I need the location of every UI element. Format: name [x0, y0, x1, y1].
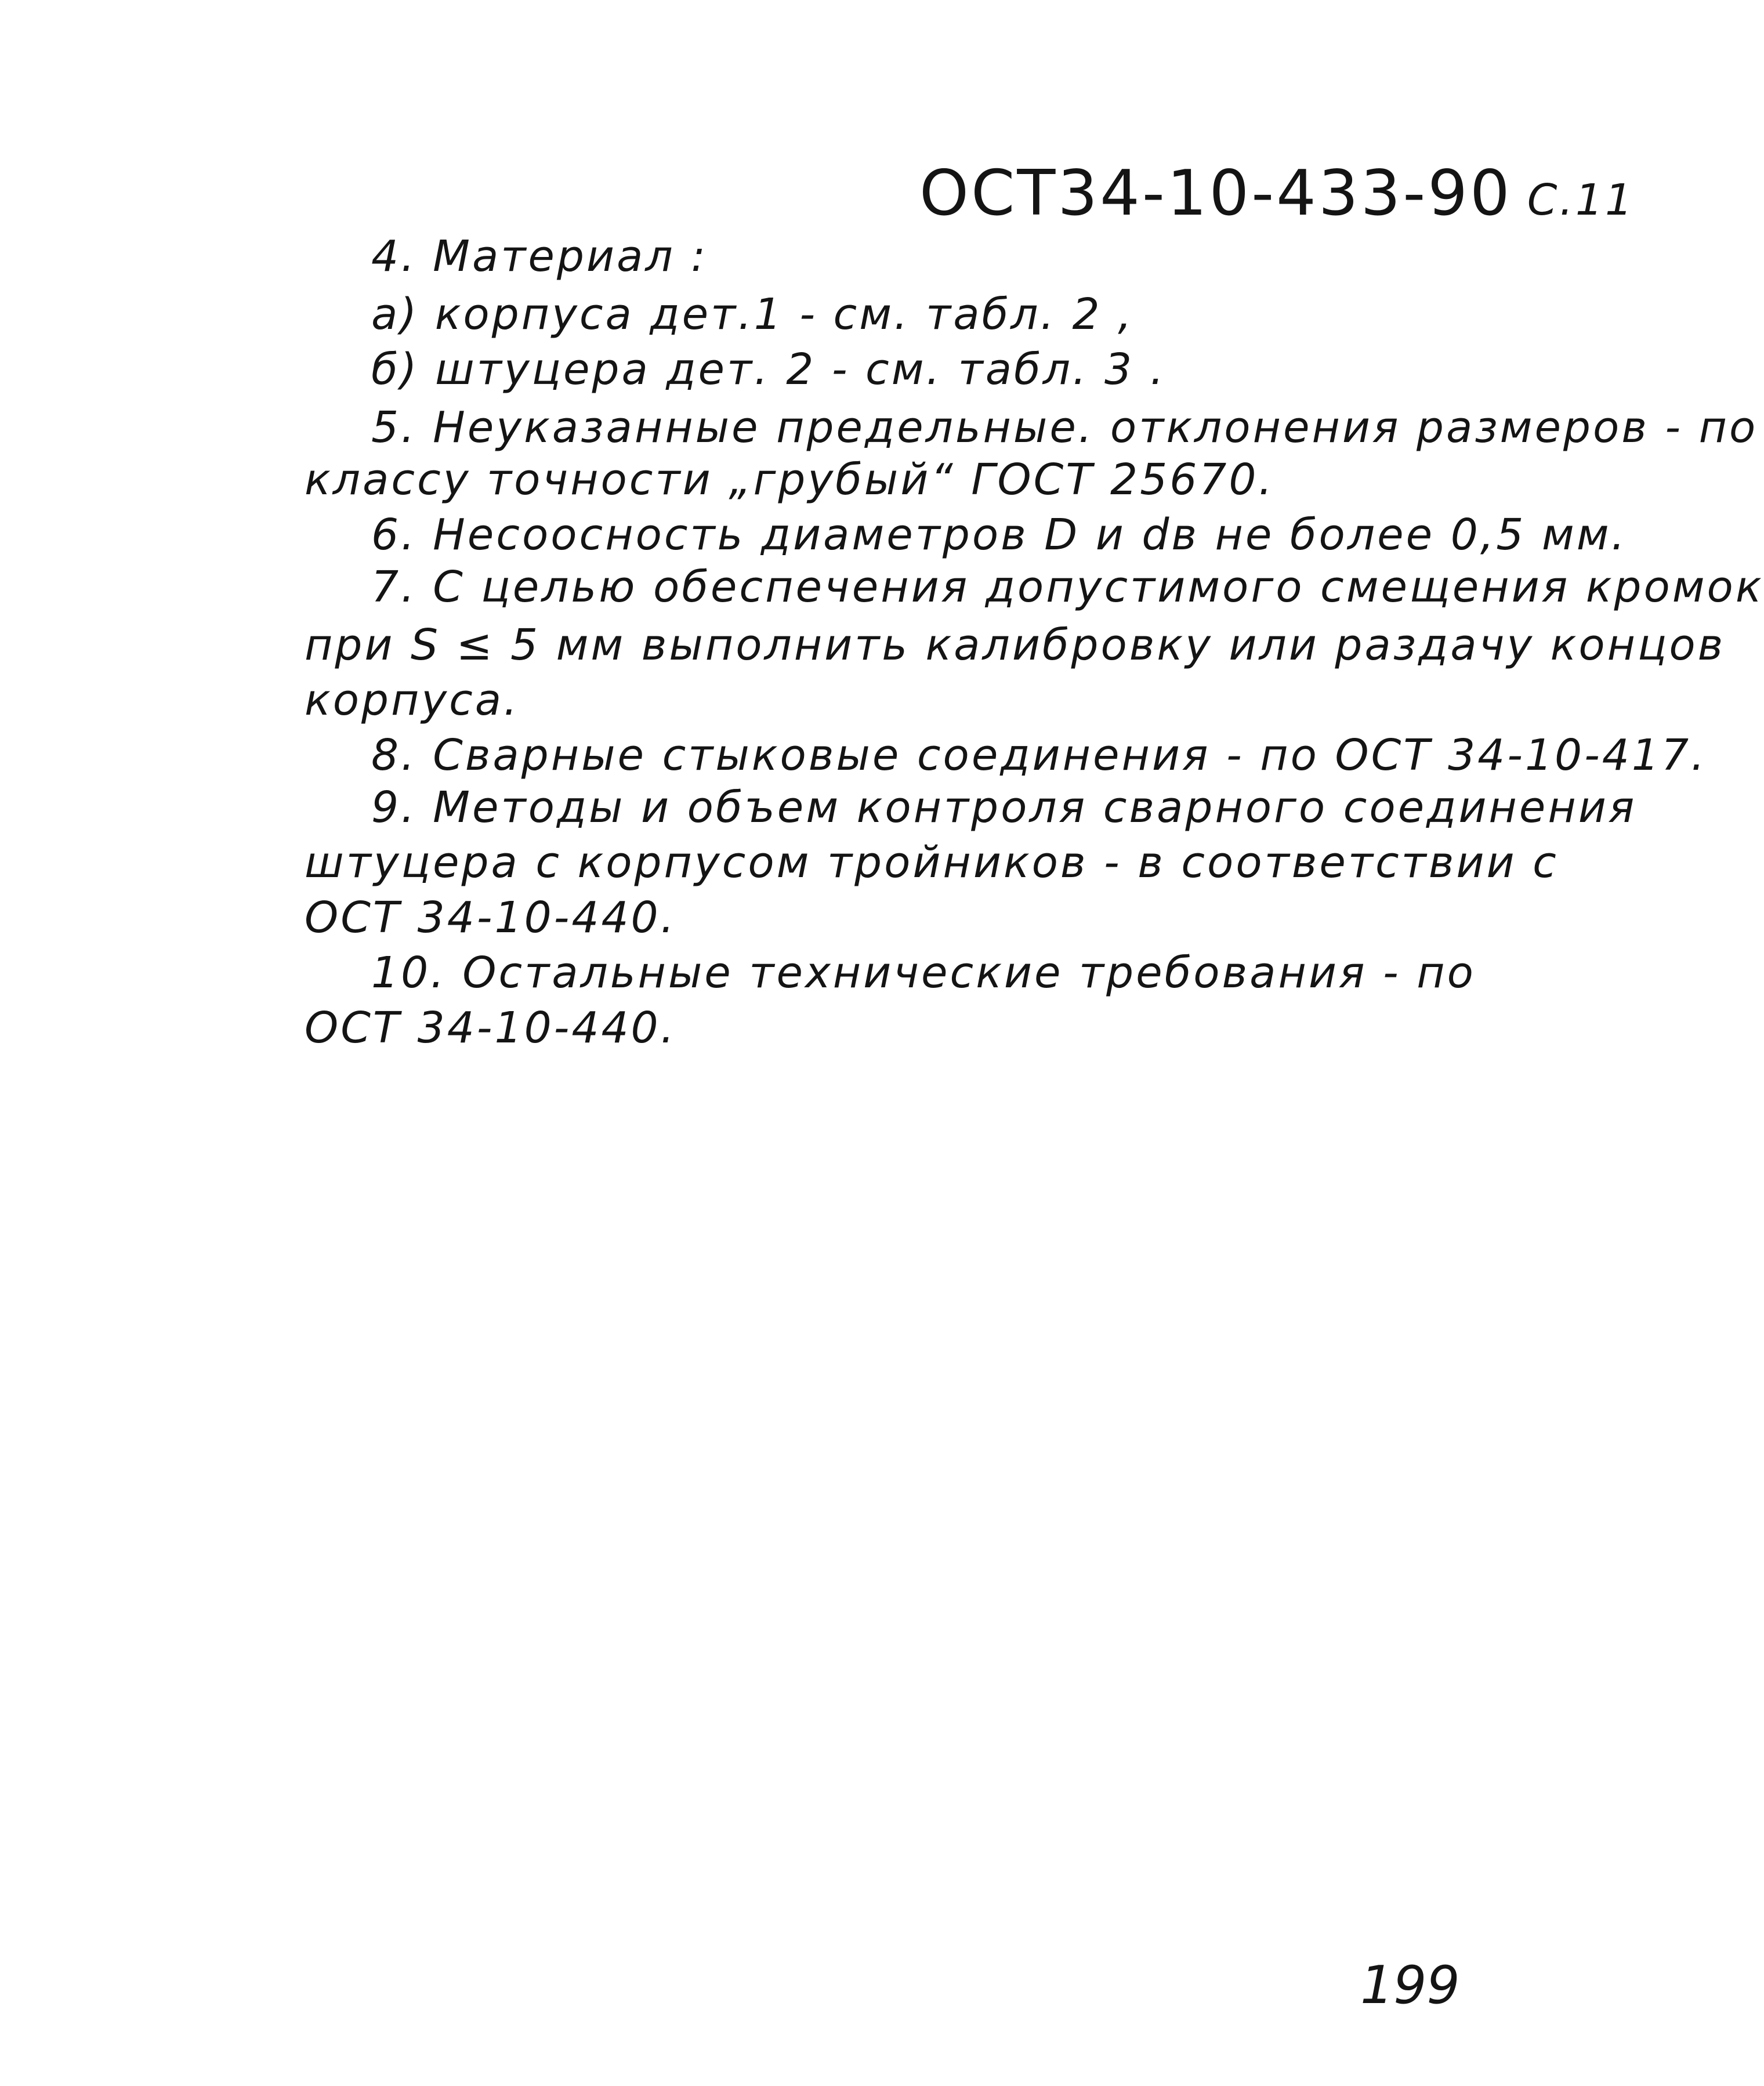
item-6-misalignment: 6. Несоосность диаметров D и dв не более 0,5 мм.: [371, 510, 1628, 560]
item-10-line-1: 10. Остальные технические требования - по: [371, 948, 1476, 998]
item-8-welded-joints: 8. Сварные стыковые соединения - по ОСТ 34-10-417.: [371, 730, 1707, 780]
item-5-line-1: 5. Неуказанные предельные. отклонения размеров - по: [371, 403, 1758, 452]
item-7-line-1: 7. С целью обеспечения допустимого смещения кромок: [371, 562, 1764, 612]
item-7-line-2: при S ≤ 5 мм выполнить калибровку или раздачу концов: [305, 620, 1726, 670]
item-7-line-3: корпуса.: [305, 675, 520, 725]
sheet-number: С.11: [1527, 175, 1635, 225]
item-4b-nozzle-material: б) штуцера дет. 2 - см. табл. 3 .: [371, 345, 1167, 394]
item-9-line-2: штуцера с корпусом тройников - в соответствии с: [305, 838, 1559, 888]
standard-number: ОСТ34-10-433-90: [919, 157, 1512, 230]
item-9-line-1: 9. Методы и объем контроля сварного соединения: [371, 783, 1637, 832]
item-4-material: 4. Материал :: [371, 231, 708, 281]
page-number: 199: [1360, 1955, 1460, 2016]
item-10-line-2: ОСТ 34-10-440.: [305, 1003, 677, 1053]
document-code: [919, 157, 1635, 230]
item-4a-body-material: а) корпуса дет.1 - см. табл. 2 ,: [371, 289, 1134, 339]
item-9-line-3: ОСТ 34-10-440.: [305, 893, 677, 943]
item-5-line-2: классу точности „грубый“ ГОСТ 25670.: [305, 455, 1274, 505]
